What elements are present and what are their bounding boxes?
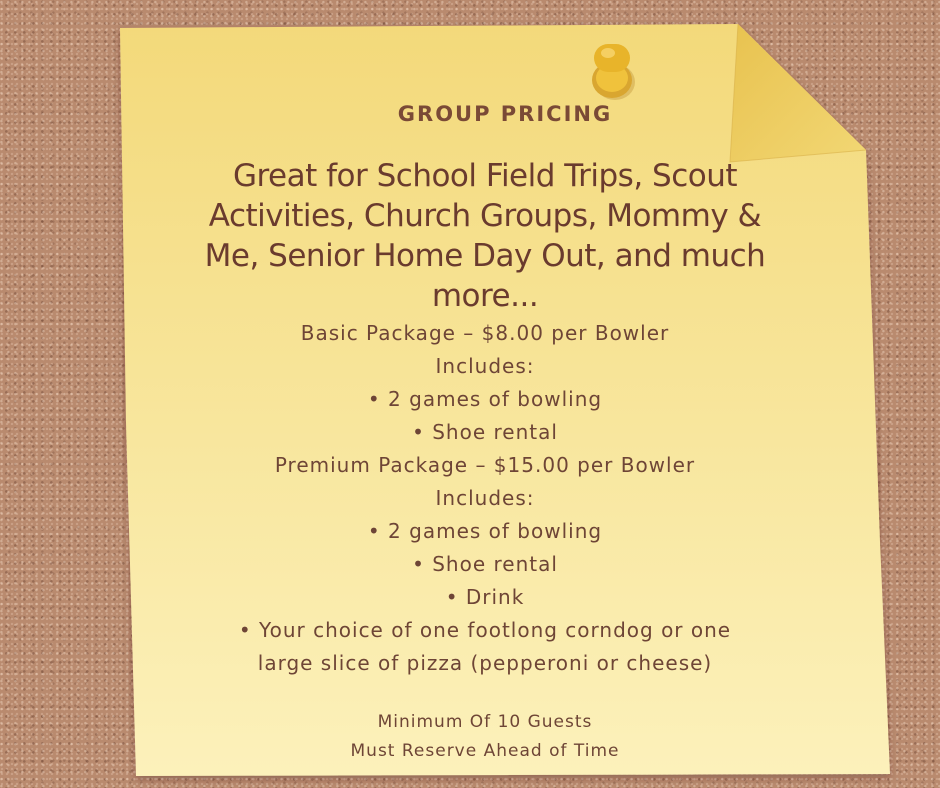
- basic-item-bowling: • 2 games of bowling: [367, 387, 603, 411]
- basic-package-title: Basic Package – $8.00 per Bowler: [300, 321, 670, 345]
- basic-includes-label: Includes:: [435, 354, 535, 378]
- premium-includes-label: Includes:: [435, 486, 535, 510]
- reservation-notes: [118, 708, 852, 766]
- tagline: Great for School Field Trips, Scout Activities, Church Groups, Mommy & Me, Senior Home Day Out, and much more...: [204, 158, 766, 314]
- premium-item-bowling: • 2 games of bowling: [367, 519, 603, 543]
- sticky-note: [118, 22, 892, 776]
- premium-item-food: • Your choice of one footlong corndog or one large slice of pizza (pepperoni or cheese): [238, 618, 732, 675]
- basic-item-shoes: • Shoe rental: [412, 420, 558, 444]
- page-title: GROUP PRICING: [397, 102, 613, 126]
- minimum-guests-note: Minimum Of 10 Guests: [377, 712, 593, 732]
- sticky-note-content: [118, 22, 892, 776]
- reserve-ahead-note: Must Reserve Ahead of Time: [350, 741, 620, 761]
- premium-package-title: Premium Package – $15.00 per Bowler: [274, 453, 696, 477]
- package-list: [118, 317, 852, 680]
- premium-item-drink: • Drink: [445, 585, 525, 609]
- premium-item-shoes: • Shoe rental: [412, 552, 558, 576]
